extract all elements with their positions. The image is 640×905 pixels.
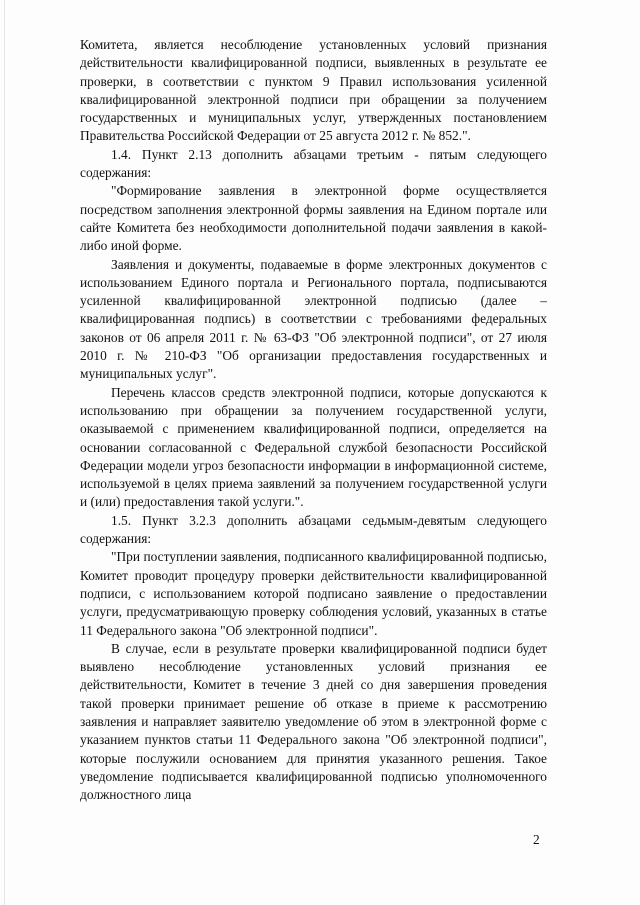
paragraph-signature-check: "При поступлении заявления, подписанного квалифицированной подписью, Комитет проводит процедуру проверки действительности квалифицированной подписи, с использованием которой подписано заявление о предоставлении услуги, предусматривающую проверку соблюдения условий, указанных в статье 11 Федерального закона "Об электронной подписи".	[80, 549, 547, 638]
paragraph-item-1-5: 1.5. Пункт 3.2.3 дополнить абзацами седьмым-девятым следующего содержания:	[80, 512, 547, 547]
paragraph-item-1-4: 1.4. Пункт 2.13 дополнить абзацами третьим - пятым следующего содержания:	[80, 146, 547, 181]
paragraph-continuation: Комитета, является несоблюдение установленных условий признания действительности квалифицированной подписи, выявленных в результате ее проверки, в соответствии с пунктом 9 Правил использования усиленной квалифицированной электронной подписи при обращении за получением государственных и муниципальных услуг, утвержденных постановлением Правительства Российской Федерации от 25 августа 2012 г. № 852.".	[80, 37, 547, 144]
paragraph-applications-documents: Заявления и документы, подаваемые в форме электронных документов с использованием Единого портала и Регионального портала, подписываются усиленной квалифицированной электронной подписью (далее – квалифицированная подпись) в соответствии с требованиями федеральных законов от 06 апреля 2011 г. № 63-ФЗ "Об электронной подписи", от 27 июля 2010 г. № 210-ФЗ "Об организации предоставления государственных и муниципальных услуг".	[80, 256, 547, 382]
paragraph-electronic-form: "Формирование заявления в электронной форме осуществляется посредством заполнения электронной формы заявления на Едином портале или сайте Комитета без необходимости дополнительной подачи заявления в какой-либо иной форме.	[80, 183, 547, 254]
document-body	[80, 36, 547, 804]
scan-edge-line	[4, 0, 5, 905]
paragraph-signature-classes: Перечень классов средств электронной подписи, которые допускаются к использованию при обращении за получением государственной услуги, оказываемой с применением квалифицированной подписи, определяется на основании согласованной с Федеральной службой безопасности Российской Федерации модели угроз безопасности информации в информационной системе, используемой в целях приема заявлений за получением государственной услуги и (или) предоставления такой услуги.".	[80, 384, 547, 510]
page-number: 2	[533, 832, 540, 847]
paragraph-check-failure: В случае, если в результате проверки квалифицированной подписи будет выявлено несоблюдение установленных условий признания ее действительности, Комитет в течение 3 дней со дня завершения проведения такой проверки принимает решение об отказе в приеме к рассмотрению заявления и направляет заявителю уведомление об этом в электронной форме с указанием пунктов статьи 11 Федерального закона "Об электронной подписи", которые послужили основанием для принятия указанного решения. Такое уведомление подписывается квалифицированной подписью уполномоченного должностного лица	[80, 640, 547, 803]
